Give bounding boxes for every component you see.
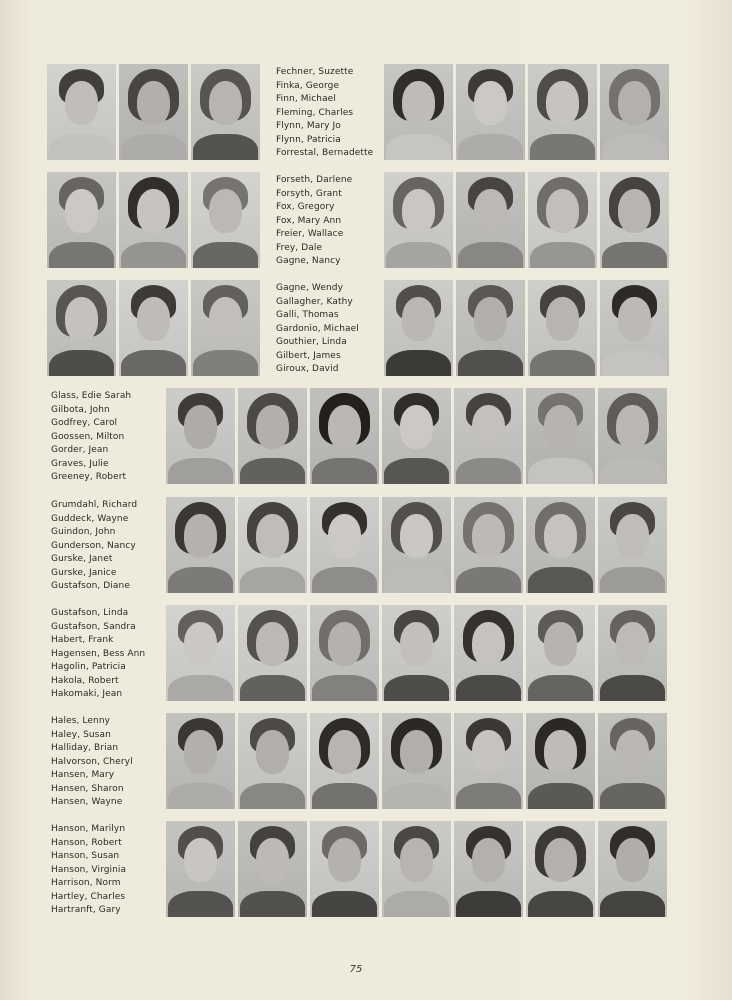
student-portrait (454, 605, 523, 701)
student-name-list (51, 499, 137, 594)
student-name: Grumdahl, Richard (51, 500, 138, 510)
student-name: Hanson, Marilyn (51, 824, 126, 834)
student-portrait (310, 497, 379, 593)
student-name: Freier, Wallace (276, 229, 344, 239)
student-name: Gilbert, James (276, 350, 341, 361)
student-portrait (382, 713, 451, 809)
student-portrait (47, 64, 116, 160)
student-portrait (384, 172, 453, 268)
student-name: Guindon, John (51, 527, 116, 537)
student-name: Hales, Lenny (51, 716, 111, 726)
student-name: Gagne, Wendy (276, 283, 344, 293)
student-portrait (598, 713, 667, 809)
student-name: Gurske, Janet (51, 554, 113, 564)
student-name: Fox, Mary Ann (276, 215, 342, 226)
student-name: Harrison, Norm (51, 878, 121, 888)
student-portrait (528, 172, 597, 268)
student-name: Forseth, Darlene (276, 175, 353, 185)
student-portrait (166, 713, 235, 809)
student-name: Fechner, Suzette (276, 67, 354, 77)
student-portrait (528, 280, 597, 376)
student-name: Hartley, Charles (51, 891, 126, 902)
student-portrait (119, 64, 188, 160)
student-name: Graves, Julie (51, 458, 109, 469)
student-name: Halvorson, Cheryl (51, 756, 133, 767)
student-portrait (600, 64, 669, 160)
student-portrait (454, 713, 523, 809)
student-name: Fox, Gregory (276, 202, 335, 212)
student-name: Gorder, Jean (51, 445, 109, 455)
student-portrait (526, 388, 595, 484)
student-portrait (238, 388, 307, 484)
student-name-list (51, 607, 145, 702)
student-name: Gardonio, Michael (276, 323, 359, 334)
student-name: Glass, Edie Sarah (51, 391, 132, 401)
student-portrait (600, 280, 669, 376)
student-portrait (528, 64, 597, 160)
student-portrait (456, 64, 525, 160)
student-name: Flynn, Mary Jo (276, 121, 341, 131)
student-portrait (166, 497, 235, 593)
student-name: Gallagher, Kathy (276, 296, 353, 307)
student-name: Halliday, Brian (51, 743, 119, 753)
student-name: Gilbota, John (51, 404, 110, 415)
student-name: Gunderson, Nancy (51, 540, 136, 551)
student-name: Forsyth, Grant (276, 188, 342, 199)
student-name: Finn, Michael (276, 94, 336, 104)
student-name: Giroux, David (276, 364, 339, 374)
student-name-list (276, 66, 373, 161)
student-name: Hagolin, Patricia (51, 662, 126, 672)
student-portrait (454, 821, 523, 917)
student-portrait (456, 172, 525, 268)
student-name-list (51, 390, 131, 485)
student-name: Hanson, Virginia (51, 864, 127, 875)
student-portrait (598, 821, 667, 917)
student-portrait (526, 497, 595, 593)
student-portrait (238, 497, 307, 593)
student-name: Gagne, Nancy (276, 256, 341, 266)
student-name: Godfrey, Carol (51, 418, 118, 428)
student-portrait (382, 605, 451, 701)
student-name: Gustafson, Diane (51, 581, 130, 591)
student-name: Hakomaki, Jean (51, 689, 123, 699)
student-portrait (526, 713, 595, 809)
student-portrait (119, 280, 188, 376)
student-name-list (276, 282, 359, 377)
student-portrait (598, 497, 667, 593)
student-portrait (191, 64, 260, 160)
student-portrait (191, 280, 260, 376)
student-portrait (238, 821, 307, 917)
student-name: Habert, Frank (51, 635, 114, 645)
student-name: Greeney, Robert (51, 472, 127, 482)
student-name: Fleming, Charles (276, 107, 354, 118)
student-name: Haley, Susan (51, 729, 111, 740)
student-portrait (526, 821, 595, 917)
student-name: Frey, Dale (276, 242, 323, 253)
student-name-list (276, 174, 352, 269)
student-name: Guddeck, Wayne (51, 513, 129, 524)
student-portrait (119, 172, 188, 268)
student-name: Finka, George (276, 80, 340, 91)
student-name: Hartranft, Gary (51, 905, 121, 915)
student-name: Hakola, Robert (51, 675, 119, 686)
student-portrait (526, 605, 595, 701)
student-name: Hansen, Wayne (51, 797, 123, 807)
student-portrait (47, 280, 116, 376)
student-name: Hanson, Susan (51, 851, 120, 861)
student-portrait (310, 605, 379, 701)
student-name: Galli, Thomas (276, 310, 339, 320)
student-name: Flynn, Patricia (276, 134, 341, 145)
student-portrait (382, 821, 451, 917)
student-portrait (238, 713, 307, 809)
student-portrait (382, 388, 451, 484)
student-portrait (310, 713, 379, 809)
student-name: Gouthier, Linda (276, 337, 347, 347)
student-portrait (598, 388, 667, 484)
student-name: Gustafson, Sandra (51, 621, 136, 632)
student-portrait (166, 605, 235, 701)
student-portrait (191, 172, 260, 268)
student-name: Hagensen, Bess Ann (51, 648, 146, 659)
student-name-list (51, 823, 126, 918)
student-portrait (454, 388, 523, 484)
page-number: 75 (349, 964, 363, 975)
student-portrait (598, 605, 667, 701)
student-name: Hanson, Robert (51, 837, 122, 848)
student-portrait (166, 388, 235, 484)
student-portrait (310, 388, 379, 484)
student-portrait (310, 821, 379, 917)
student-portrait (382, 497, 451, 593)
student-name: Hansen, Sharon (51, 783, 124, 794)
student-portrait (456, 280, 525, 376)
student-name: Forrestal, Bernadette (276, 148, 374, 158)
student-portrait (238, 605, 307, 701)
student-name: Goossen, Milton (51, 431, 125, 442)
student-name-list (51, 715, 133, 810)
student-portrait (600, 172, 669, 268)
student-portrait (384, 280, 453, 376)
student-name: Gurske, Janice (51, 567, 117, 578)
student-name: Hansen, Mary (51, 770, 115, 780)
student-portrait (166, 821, 235, 917)
student-portrait (454, 497, 523, 593)
student-portrait (384, 64, 453, 160)
student-name: Gustafson, Linda (51, 608, 129, 618)
student-portrait (47, 172, 116, 268)
